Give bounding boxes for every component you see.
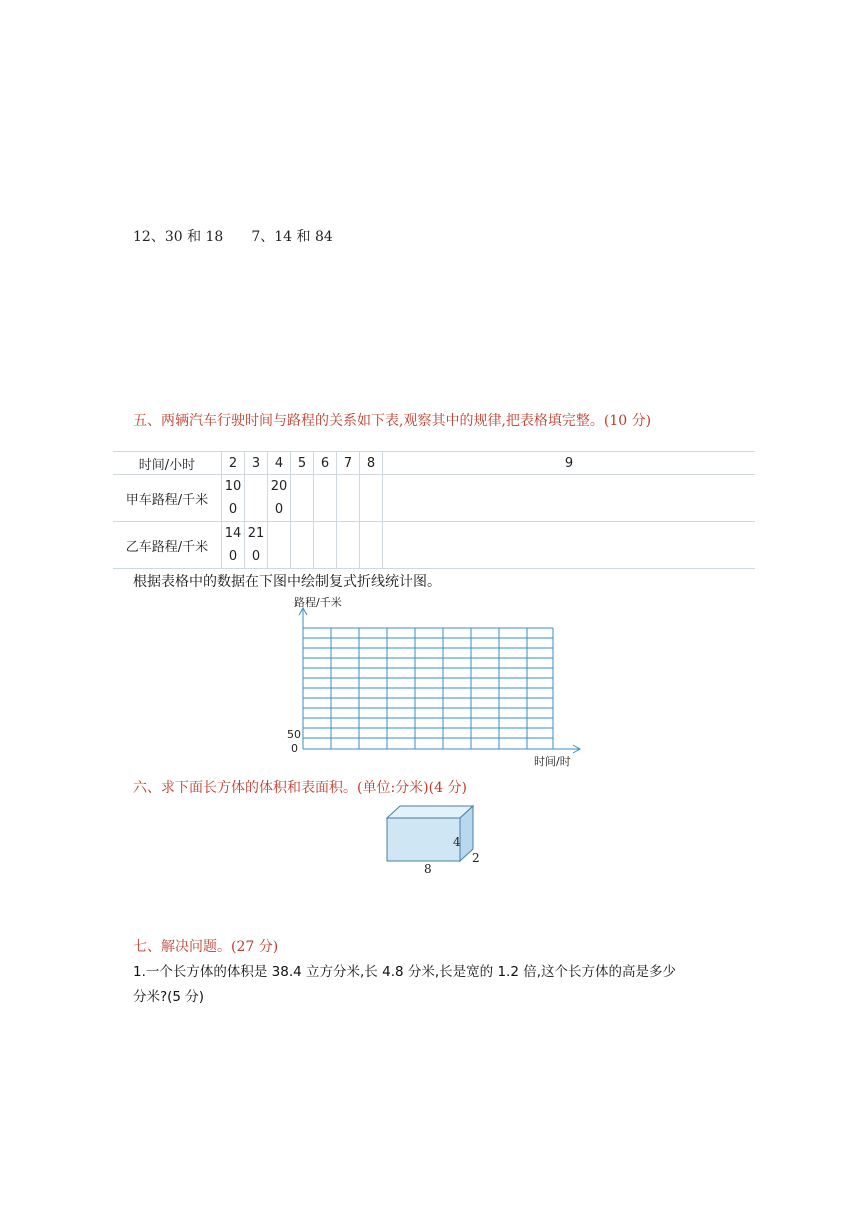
cell-b-6[interactable]: [314, 522, 337, 569]
cell-b-3-line1: 21: [247, 526, 265, 541]
cell-a-3[interactable]: [245, 475, 268, 522]
cell-b-8[interactable]: [360, 522, 383, 569]
cell-b-5[interactable]: [291, 522, 314, 569]
cell-a-7[interactable]: [337, 475, 360, 522]
cuboid-height-label: 4: [453, 835, 461, 849]
header-hour-6: 6: [314, 452, 337, 475]
section-5-title: 五、两辆汽车行驶时间与路程的关系如下表,观察其中的规律,把表格填完整。(10 分): [133, 413, 652, 429]
cell-a-6[interactable]: [314, 475, 337, 522]
chart-origin: 0: [291, 742, 298, 755]
question-1-line2: 分米?(5 分): [133, 989, 205, 1005]
cell-b-9[interactable]: [383, 522, 756, 569]
cuboid-length-label: 8: [424, 862, 432, 876]
cell-a-4-line1: 20: [270, 479, 288, 494]
table-row-car-a: [113, 475, 755, 522]
cell-a-4: [268, 475, 291, 522]
cell-b-7[interactable]: [337, 522, 360, 569]
cell-a-2-line1: 10: [224, 479, 242, 494]
header-hour-9: 9: [383, 452, 756, 475]
cuboid-front-face: [387, 818, 460, 861]
line-chart-grid: [280, 605, 590, 765]
table-header-row: [113, 452, 755, 475]
header-hour-3: 3: [245, 452, 268, 475]
cell-b-2: [222, 522, 245, 569]
row-label-car-a: 甲车路程/千米: [113, 475, 222, 522]
section-6-title: 六、求下面长方体的体积和表面积。(单位:分米)(4 分): [133, 780, 467, 796]
cell-b-3-line2: 0: [251, 549, 261, 564]
row-label-car-b: 乙车路程/千米: [113, 522, 222, 569]
cell-a-2: [222, 475, 245, 522]
header-hour-4: 4: [268, 452, 291, 475]
cell-b-4[interactable]: [268, 522, 291, 569]
header-hour-5: 5: [291, 452, 314, 475]
travel-data-table: [113, 451, 755, 569]
cell-a-9[interactable]: [383, 475, 756, 522]
chart-instruction: 根据表格中的数据在下图中绘制复式折线统计图。: [133, 574, 441, 590]
cuboid-top-face: [387, 806, 473, 818]
header-hour-7: 7: [337, 452, 360, 475]
header-hour-8: 8: [360, 452, 383, 475]
y-tick-50: 50: [287, 728, 301, 741]
cell-a-2-line2: 0: [228, 502, 238, 517]
section-7-title: 七、解决问题。(27 分): [133, 939, 279, 955]
cell-a-8[interactable]: [360, 475, 383, 522]
table-row-car-b: [113, 522, 755, 569]
cell-b-2-line1: 14: [224, 526, 242, 541]
question-1-line1: 1.一个长方体的体积是 38.4 立方分米,长 4.8 分米,长是宽的 1.2 倍,这个长方体的高是多少: [133, 964, 676, 980]
header-time: 时间/小时: [113, 452, 222, 475]
question-line-12-30-18: 12、30 和 18 7、14 和 84: [133, 229, 333, 245]
x-axis-label: 时间/时: [534, 755, 571, 768]
header-hour-2: 2: [222, 452, 245, 475]
cell-a-5[interactable]: [291, 475, 314, 522]
cell-b-3: [245, 522, 268, 569]
cell-a-4-line2: 0: [274, 502, 284, 517]
y-axis-label: 路程/千米: [294, 596, 342, 609]
cuboid-width-label: 2: [472, 851, 480, 865]
cell-b-2-line2: 0: [228, 549, 238, 564]
